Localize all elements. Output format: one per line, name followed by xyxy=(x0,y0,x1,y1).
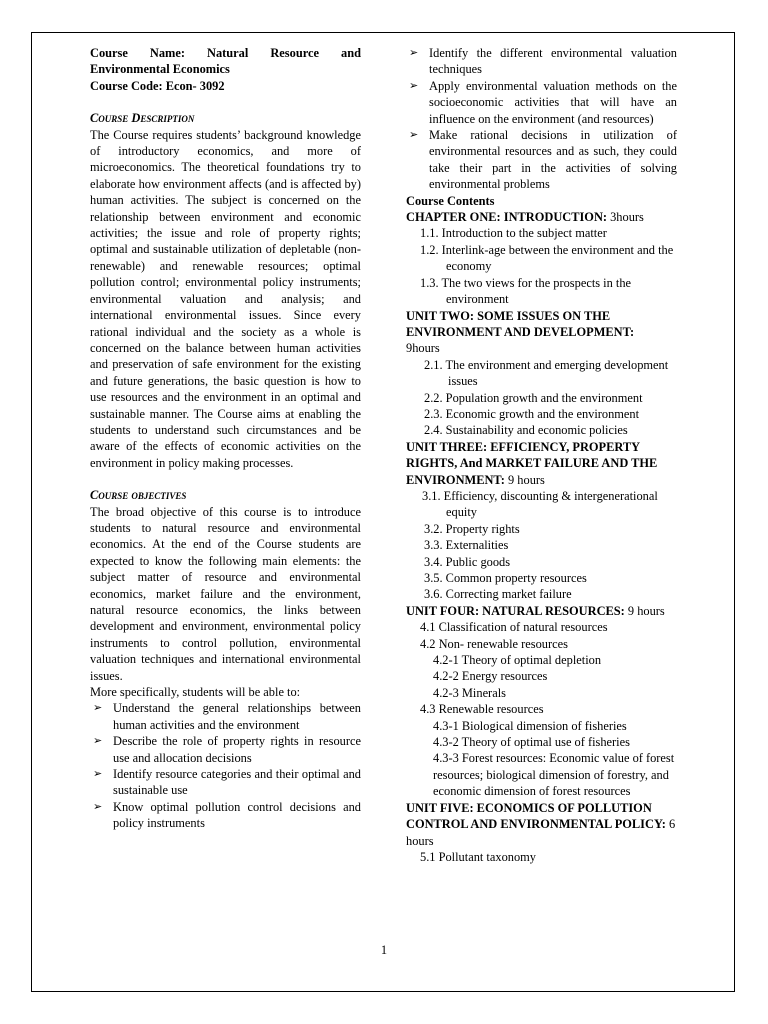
list-item: 3.6. Correcting market failure xyxy=(424,587,572,602)
list-item: ➢ Make rational decisions in utilization of environmental resources and as such, they could take their part in the activities of solving environmental problems xyxy=(409,128,677,192)
arrowhead-bullet-icon: ➢ xyxy=(93,800,103,813)
list-item: 2.1. The environment and emerging development issues xyxy=(424,357,669,389)
unit-four-heading: UNIT FOUR: NATURAL RESOURCES: 9 hours xyxy=(406,603,665,618)
unit-two-heading: UNIT TWO: SOME ISSUES ON THE ENVIRONMENT AND DEVELOPMENT: 9hours xyxy=(406,308,635,356)
list-item: ➢ Identify the different environmental valuation techniques xyxy=(409,46,677,77)
arrowhead-bullet-icon: ➢ xyxy=(93,768,103,781)
list-item: ➢ Identify resource categories and their optimal and sustainable use xyxy=(93,767,361,798)
arrowhead-bullet-icon: ➢ xyxy=(409,129,419,142)
description-heading: Course Description xyxy=(90,111,195,126)
list-item: 3.2. Property rights xyxy=(424,521,520,536)
list-item: 5.1 Pollutant taxonomy xyxy=(420,849,536,864)
list-item: ➢ Understand the general relationships between human activities and the environment xyxy=(93,701,361,732)
course-name: Course Name: Natural Resource and Environmental Economics xyxy=(90,46,361,77)
contents-heading: Course Contents xyxy=(406,193,495,208)
list-item: 1.2. Interlink-age between the environment and the economy xyxy=(420,242,674,274)
list-item: 1.3. The two views for the prospects in the environment xyxy=(420,275,632,307)
specific-intro: More specifically, students will be able to: xyxy=(90,685,301,700)
unit-three-heading: UNIT THREE: EFFICIENCY, PROPERTY RIGHTS, And MARKET FAILURE AND THE ENVIRONMENT: 9 hours xyxy=(406,439,658,487)
page-number: 1 xyxy=(380,943,388,957)
list-item: 4.3-2 Theory of optimal use of fisheries xyxy=(433,735,630,750)
description-text: The Course requires students’ background knowledge of introductory economics, and more of microeconomics. The theoretical foundations try to elaborate how environment affects (and is affected by) human activities. The subject is concerned on the relationship between environment and economic activities; the issue and role of property rights; optimal and sustainable utilization of depletable (non-renewable) and renewable resources; optimal pollution control; environmental policy instruments; environmental valuation and analysis; and international environmental issues. Since every rational individual and the society as a whole is concerned on the balance between human activities and preservation of safe environment for the existing and future generations, the basic question is how to use resources and the environment in an optimal and sustainable manner. The Course aims at enabling the students to understand such circumstances and be aware of the effects of economic activities on the environment in policy making processes. xyxy=(90,127,361,470)
right-column xyxy=(406,45,677,865)
list-item: 2.4. Sustainability and economic policies xyxy=(424,423,628,438)
list-item: 4.2 Non- renewable resources xyxy=(420,636,568,651)
list-item: 4.3-3 Forest resources: Economic value of forest resources; biological dimension of forestry, and economic dimension of forest resources xyxy=(433,751,675,799)
arrowhead-bullet-icon: ➢ xyxy=(93,702,103,715)
list-item: ➢ Know optimal pollution control decisions and policy instruments xyxy=(93,799,361,831)
list-item: 4.3 Renewable resources xyxy=(420,702,544,717)
list-item: 3.3. Externalities xyxy=(424,538,509,553)
objectives-list-left xyxy=(90,700,361,831)
unit-five-heading: UNIT FIVE: ECONOMICS OF POLLUTION CONTROL AND ENVIRONMENTAL POLICY: 6 hours xyxy=(406,800,676,848)
objectives-heading: Course objectives xyxy=(90,488,187,503)
list-item: 4.3-1 Biological dimension of fisheries xyxy=(433,718,627,733)
arrowhead-bullet-icon: ➢ xyxy=(409,47,419,59)
left-column xyxy=(90,45,361,832)
arrowhead-bullet-icon: ➢ xyxy=(93,735,103,748)
course-code: Course Code: Econ- 3092 xyxy=(90,78,225,93)
chapter-one-heading: CHAPTER ONE: INTRODUCTION: 3hours xyxy=(406,210,644,225)
objectives-text: The broad objective of this course is to introduce students to natural resource and environmental economics. At the end of the Course students are expected to know the following main elements: the subject matter of resource and environmental economics, market failure and the environment, natural resource economics, the links between development and environment, environmental policy instruments to control pollution, environmental valuation techniques and international environmental issues. xyxy=(90,504,361,683)
list-item: 4.2-3 Minerals xyxy=(433,685,506,700)
list-item: 3.5. Common property resources xyxy=(424,571,587,585)
list-item: 1.1. Introduction to the subject matter xyxy=(420,226,607,241)
objectives-list-right xyxy=(406,45,677,193)
list-item: ➢ Describe the role of property rights in resource use and allocation decisions xyxy=(93,734,361,765)
list-item: 3.1. Efficiency, discounting & intergenerational equity xyxy=(422,488,658,520)
list-item: 4.2-1 Theory of optimal depletion xyxy=(433,653,602,668)
list-item: 4.1 Classification of natural resources xyxy=(420,620,608,635)
list-item: ➢ Apply environmental valuation methods on the socioeconomic activities that will have an influence on the environment (and resources) xyxy=(409,78,677,126)
list-item: 2.2. Population growth and the environment xyxy=(424,390,643,405)
arrowhead-bullet-icon: ➢ xyxy=(409,79,419,92)
list-item: 4.2-2 Energy resources xyxy=(433,669,548,684)
list-item: 3.4. Public goods xyxy=(424,554,511,569)
list-item: 2.3. Economic growth and the environment xyxy=(424,406,640,421)
